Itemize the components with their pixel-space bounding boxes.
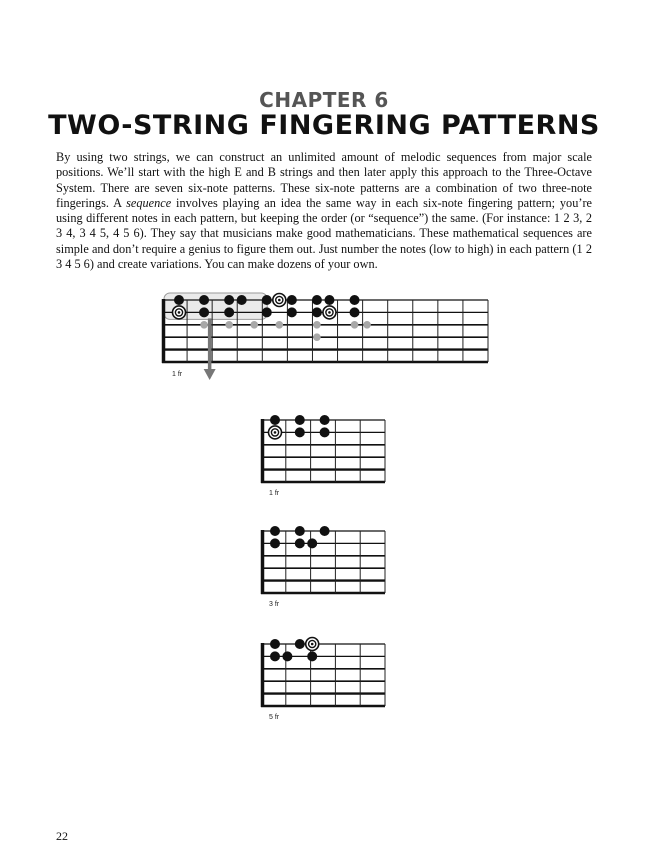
note-dot-gray	[276, 321, 284, 329]
note-dot	[174, 295, 184, 305]
note-dot	[350, 295, 360, 305]
note-dot	[320, 415, 330, 425]
note-dot	[320, 427, 330, 437]
note-dot-gray	[313, 321, 321, 329]
note-dot	[307, 651, 317, 661]
note-dot	[295, 538, 305, 548]
page-title: TWO-STRING FINGERING PATTERNS	[48, 110, 600, 141]
paragraph-part-2: involves playing an idea the same way in each six-note fingering pattern; you’re using different notes in each pattern, but keeping the order (or “sequence”) the same. (For instance: 1 2 3, 2 3 4, 3 4 5, 4 5 6). They say that musicians make good mathematicians. These mathematical sequences are simple and don’t require a genius to figure them out. Just number the notes (low to high) in each pattern (1 2 3 4 5 6) and create variations. You can make dozens of your own.	[56, 195, 592, 272]
root-note-center	[274, 431, 277, 434]
note-dot	[270, 415, 280, 425]
sequence-term: sequence	[126, 195, 172, 210]
root-note-center	[278, 299, 281, 302]
note-dot	[312, 307, 322, 317]
note-dot-gray	[225, 321, 233, 329]
note-dot	[270, 538, 280, 548]
note-dot	[287, 307, 297, 317]
note-dot	[270, 651, 280, 661]
note-dot	[262, 295, 272, 305]
note-dot	[287, 295, 297, 305]
note-dot-gray	[250, 321, 258, 329]
note-dot	[262, 307, 272, 317]
note-dot-gray	[351, 321, 359, 329]
note-dot-gray	[200, 321, 208, 329]
note-dot	[350, 307, 360, 317]
chapter-label: CHAPTER 6	[259, 88, 389, 112]
fret-position-label: 1 fr	[269, 490, 280, 497]
note-dot	[199, 307, 209, 317]
page-number: 22	[56, 829, 68, 843]
note-dot	[199, 295, 209, 305]
note-dot	[295, 639, 305, 649]
note-dot-gray	[313, 333, 321, 341]
note-dot	[224, 295, 234, 305]
note-dot	[295, 427, 305, 437]
fret-position-label: 5 fr	[269, 714, 280, 721]
note-dot	[295, 415, 305, 425]
fret-position-label: 3 fr	[269, 601, 280, 608]
note-dot	[224, 307, 234, 317]
note-dot	[270, 639, 280, 649]
fret-position-label: 1 fr	[172, 371, 183, 378]
root-note-center	[178, 311, 181, 314]
note-dot-gray	[363, 321, 371, 329]
note-dot	[324, 295, 334, 305]
paragraph-part-1: By using two strings, we can construct an unlimited amount of melodic sequences from major scale positions. We’ll start with the high E and B strings and then later apply this approach to the Three-Octave System. There are seven six-note patterns. These six-note patterns are a combination of two three-note fingerings. A	[56, 150, 592, 210]
note-dot	[295, 526, 305, 536]
note-dot	[282, 651, 292, 661]
down-arrow-head	[204, 369, 216, 380]
note-dot	[312, 295, 322, 305]
note-dot	[237, 295, 247, 305]
note-dot	[270, 526, 280, 536]
root-note-center	[328, 311, 331, 314]
note-dot	[320, 526, 330, 536]
root-note-center	[311, 643, 314, 646]
note-dot	[307, 538, 317, 548]
